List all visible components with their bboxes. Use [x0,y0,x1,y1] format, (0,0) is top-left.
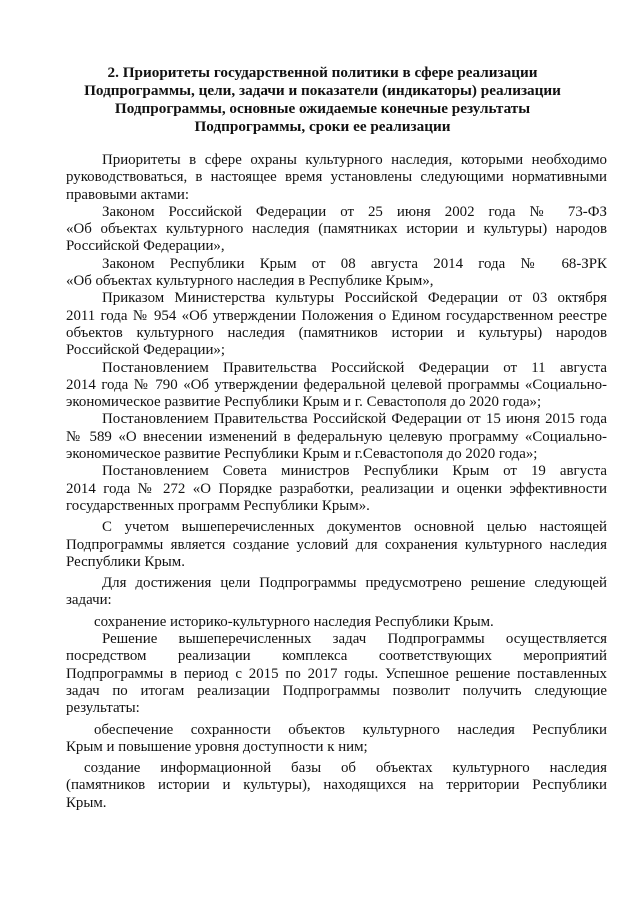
text-line: 2014 года № 272 «О Порядке разработки, реализации и оценки эффективности [66,480,607,497]
text-line: «Об объектах культурного наследия (памятниках истории и культуры) народов [66,221,607,238]
text-line: Подпрограммы является создание условий для сохранения культурного наследия [66,536,607,553]
text-line: (памятников истории и культуры), находящихся на территории Республики [66,777,607,794]
text-line: задач по итогам реализации Подпрограммы позволит получить следующие [66,682,607,699]
text-line: объектов культурного наследия (памятников истории и культуры) народов [66,324,607,341]
text-line: Российской Федерации»; [66,342,226,359]
text-line: посредством реализации комплекса соответствующих мероприятий [66,648,607,665]
text-line: создание информационной базы об объектах культурного наследия [84,760,607,777]
paragraph-result-1 [66,722,607,757]
text-line: 2011 года № 954 «Об утверждении Положения о Едином государственном реестре [66,307,607,324]
text-line: Для достижения цели Подпрограммы предусмотрено решение следующей [102,575,607,592]
text-line: Постановлением Правительства Российской Федерации от 11 августа [102,359,607,376]
text-line: сохранение историко-культурного наследия Республики Крым. [94,613,494,630]
paragraph-task-intro [66,575,607,610]
paragraph-decree-272 [66,463,607,515]
text-line: экономическое развитие Республики Крым и г.Севастополя до 2020 года»; [66,446,538,463]
paragraph-law-68zrk [66,256,607,291]
text-line: экономическое развитие Республики Крым и г. Севастополя до 2020 года»; [66,394,542,411]
text-line: Российской Федерации», [66,238,225,255]
paragraph-solution [66,631,607,717]
text-line: С учетом вышеперечисленных документов основной целью настоящей [102,519,607,536]
text-line: Законом Республики Крым от 08 августа 2014 года № 68-ЗРК [102,255,607,272]
text-line: «Об объектах культурного наследия в Республике Крым», [66,273,434,290]
heading-line: 2. Приоритеты государственной политики в сфере реализации [107,64,538,81]
paragraph-order-954 [66,290,607,359]
text-line: Крым и повышение уровня доступности к ним; [66,738,368,755]
text-line: Приоритеты в сфере охраны культурного наследия, которыми необходимо [102,152,607,168]
paragraph-goal [66,519,607,571]
heading-line: Подпрограммы, сроки ее реализации [194,118,451,135]
text-line: Постановлением Правительства Российской Федерации от 15 июня 2015 года [102,411,607,428]
text-line: Постановлением Совета министров Республики Крым от 19 августа [102,463,607,480]
paragraph-decree-589 [66,411,607,463]
text-line: № 589 «О внесении изменений в федеральную целевую программу «Социально- [66,428,607,445]
text-line: 2014 года № 790 «Об утверждении федеральной целевой программы «Социально- [66,376,607,393]
text-line: Крым. [66,794,107,811]
document-body [66,152,607,812]
paragraph-decree-790 [66,360,607,412]
text-line: результаты: [66,700,140,717]
text-line: правовыми актами: [66,186,190,203]
text-line: Республики Крым. [66,553,185,570]
heading-line: Подпрограммы, основные ожидаемые конечные результаты [114,100,531,117]
heading-line: Подпрограммы, цели, задачи и показатели (индикаторы) реализации [84,82,561,99]
text-line: государственных программ Республики Крым». [66,497,370,514]
text-line: Приказом Министерства культуры Российской Федерации от 03 октября [102,290,607,307]
text-line: руководствоваться, в настоящее время установлены следующими нормативными [66,169,607,186]
text-line: Решение вышеперечисленных задач Подпрограммы осуществляется [102,631,607,648]
text-line: Подпрограммы в период с 2015 по 2017 годы. Успешное решение поставленных [66,665,607,682]
paragraph-intro [66,152,607,204]
paragraph-result-2 [66,760,607,812]
paragraph-law-73fz [66,204,607,256]
section-heading [60,64,585,136]
text-line: обеспечение сохранности объектов культурного наследия Республики [94,721,607,738]
paragraph-task [66,614,607,631]
text-line: Законом Российской Федерации от 25 июня 2002 года № 73-ФЗ [102,203,607,220]
text-line: задачи: [66,592,112,609]
